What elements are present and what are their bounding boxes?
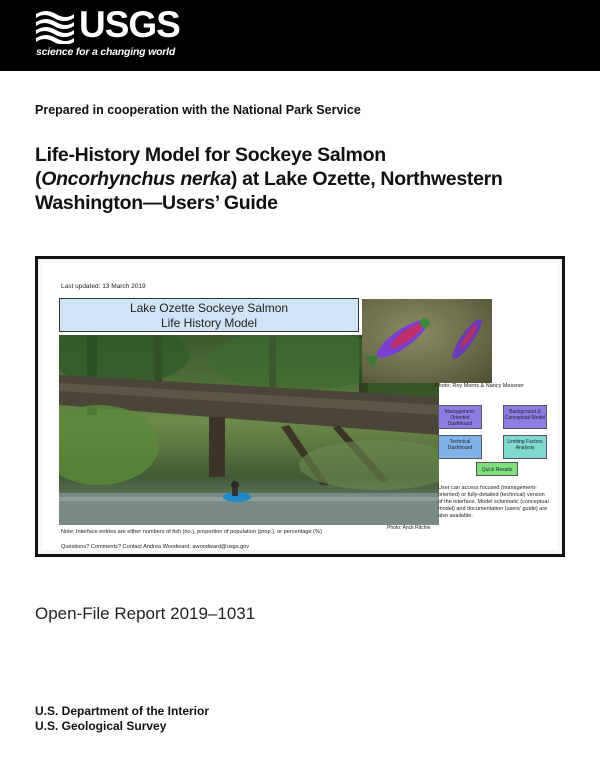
report-number: Open-File Report 2019–1031	[35, 604, 256, 623]
usgs-wordmark: USGS	[79, 4, 180, 45]
department-block	[35, 704, 209, 734]
department-line-1: U.S. Department of the Interior	[35, 704, 210, 718]
management-dashboard-button[interactable]: Management-Oriented Dashboard	[438, 405, 482, 429]
interface-note: Note: Interface entries are either numbers of fish (no.), proportion of population (prop.), or percentage (%)	[61, 529, 322, 535]
title-species-name: Oncorhynchus nerka	[41, 168, 231, 190]
last-updated-label: Last updated: 13 March 2019	[61, 283, 146, 290]
title-line-3: Washington—Users’ Guide	[35, 192, 278, 214]
title-line-2: ) at Lake Ozette, Northwestern	[230, 168, 503, 190]
model-title-box	[59, 298, 359, 332]
model-interface-figure	[35, 256, 565, 557]
contact-line: Questions? Comments? Contact Andrea Woodward, awoodward@usgs.gov	[61, 544, 250, 550]
usgs-wave-mark-icon	[34, 10, 74, 44]
salmon-photo-credit: Photo: Roy Morris & Nancy Messner	[435, 383, 524, 389]
title-line-1: Life-History Model for Sockeye Salmon	[35, 144, 386, 166]
interface-screenshot	[42, 263, 558, 550]
usgs-tagline: science for a changing world	[36, 46, 176, 58]
access-note: User can access focused (management-oriented) or fully-detailed (technical) version of the interface. Model schematic (conceptual model) and documentation (users’ guide) are also available.	[438, 485, 549, 519]
forest-photo-credit: Photo: Anck Ritchie	[387, 525, 431, 531]
salmon-image	[362, 299, 492, 383]
quick-results-button[interactable]: Quick Results	[476, 462, 518, 476]
model-title-line-2: Life History Model	[160, 316, 258, 330]
cooperation-statement: Prepared in cooperation with the National Park Service	[35, 103, 361, 117]
sockeye-salmon-photo	[362, 299, 492, 383]
model-title-line-1: Lake Ozette Sockeye Salmon	[129, 301, 289, 315]
usgs-banner	[0, 0, 600, 71]
technical-dashboard-button[interactable]: Technical Dashboard	[438, 435, 482, 459]
usgs-logo	[34, 4, 204, 61]
background-conceptual-model-button[interactable]: Background & Conceptual Model	[503, 405, 547, 429]
limiting-factors-button[interactable]: Limiting Factors Analysis	[503, 435, 547, 459]
department-line-2: U.S. Geological Survey	[35, 719, 167, 733]
report-title: Life-History Model for Sockeye Salmon (Oncorhynchus nerka) at Lake Ozette, Northwestern Washington—Users’ Guide	[35, 144, 503, 214]
